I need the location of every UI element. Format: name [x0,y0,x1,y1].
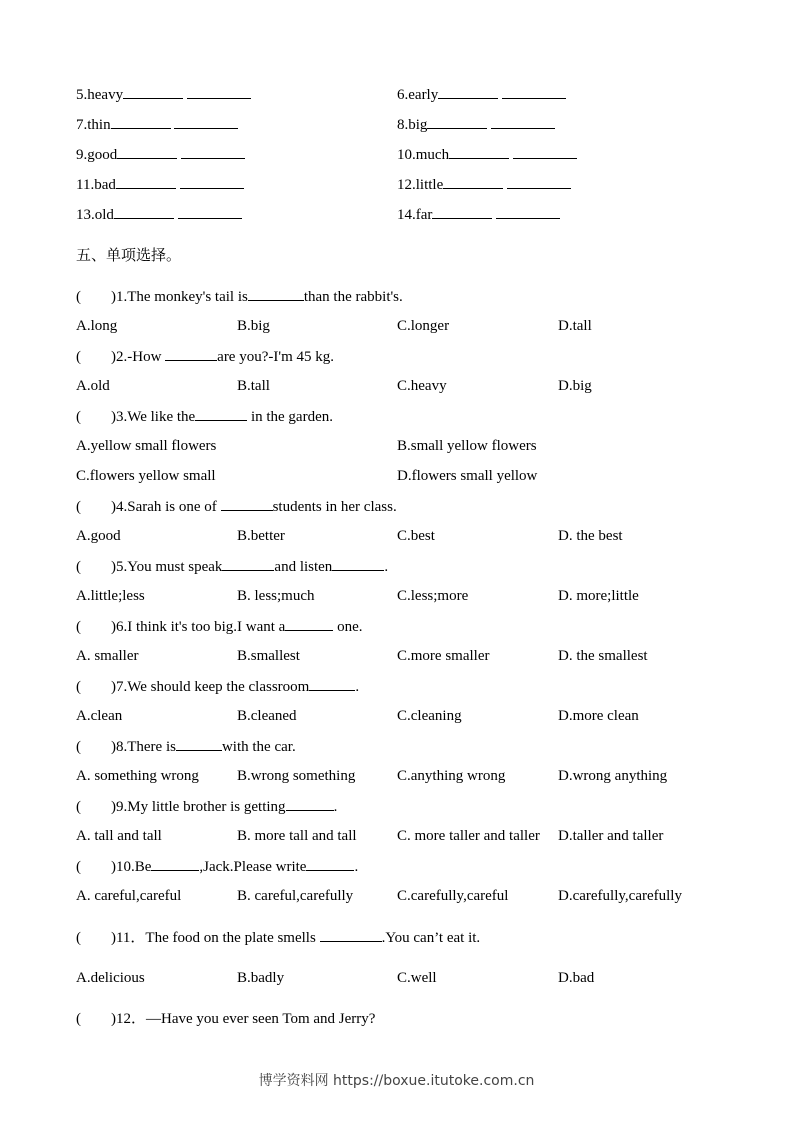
word-item: 10.much [397,147,450,163]
option-b[interactable]: B.better [237,528,285,544]
answer-blank[interactable] [111,114,171,129]
section-heading: 五、单项选择。 [76,246,182,264]
answer-blank[interactable] [248,286,304,301]
option-d[interactable]: D. more;little [558,588,639,604]
answer-blank[interactable] [491,114,555,129]
answer-blank[interactable] [151,856,199,871]
option-d[interactable]: D.flowers small yellow [397,468,538,484]
option-c[interactable]: C.well [397,970,437,986]
option-d[interactable]: D.big [558,378,592,394]
option-a[interactable]: A.little;less [76,588,145,604]
footer-watermark: 博学资料网 https://boxue.itutoke.com.cn [258,1073,535,1089]
option-d[interactable]: D.tall [558,318,592,334]
option-d[interactable]: D.more clean [558,708,639,724]
word-item: 14.far [397,207,433,223]
answer-blank[interactable] [187,84,251,99]
word-row [76,204,242,225]
option-a[interactable]: A.long [76,318,118,334]
word-row [397,84,566,105]
answer-blank[interactable] [114,204,174,219]
option-a[interactable]: A.delicious [76,970,145,986]
answer-blank[interactable] [117,144,177,159]
answer-blank[interactable] [285,616,333,631]
answer-blank[interactable] [306,856,354,871]
answer-blank[interactable] [320,927,382,942]
option-b[interactable]: B.cleaned [237,708,297,724]
answer-blank[interactable] [195,406,247,421]
question-stem: ( )5.You must speak and listen . [76,556,388,577]
option-b[interactable]: B.badly [237,970,285,986]
word-row [397,114,555,135]
option-d[interactable]: D.carefully,carefully [558,888,682,904]
option-c[interactable]: C.best [397,528,435,544]
option-c[interactable]: C.longer [397,318,450,334]
option-a[interactable]: A. smaller [76,648,139,664]
option-a[interactable]: A.good [76,528,121,544]
option-b[interactable]: B.wrong something [237,768,356,784]
answer-blank[interactable] [222,556,274,571]
word-item: 5.heavy [76,87,124,103]
word-item: 8.big [397,117,428,133]
option-a[interactable]: A.old [76,378,110,394]
question-stem: ( )8.There is with the car. [76,736,296,757]
answer-blank[interactable] [180,174,244,189]
answer-blank[interactable] [427,114,487,129]
question-stem: ( )12．—Have you ever seen Tom and Jerry? [76,1011,376,1027]
answer-blank[interactable] [443,174,503,189]
word-row [76,174,244,195]
question-stem: ( )2.-How are you?-I'm 45 kg. [76,346,334,367]
answer-blank[interactable] [178,204,242,219]
answer-blank[interactable] [309,676,355,691]
option-a[interactable]: A. something wrong [76,768,199,784]
answer-blank[interactable] [502,84,566,99]
option-b[interactable]: B.small yellow flowers [397,438,537,454]
option-a[interactable]: A. tall and tall [76,828,162,844]
option-c[interactable]: C.anything wrong [397,768,506,784]
question-stem: ( )6.I think it's too big.I want a one. [76,616,363,637]
answer-blank[interactable] [507,174,571,189]
option-b[interactable]: B. more tall and tall [237,828,357,844]
answer-blank[interactable] [449,144,509,159]
answer-blank[interactable] [496,204,560,219]
question-stem: ( )4.Sarah is one of students in her class. [76,496,397,517]
answer-blank[interactable] [116,174,176,189]
answer-blank[interactable] [176,736,222,751]
word-item: 7.thin [76,117,111,133]
option-d[interactable]: D. the smallest [558,648,648,664]
word-item: 9.good [76,147,118,163]
answer-blank[interactable] [438,84,498,99]
option-b[interactable]: B.tall [237,378,270,394]
option-d[interactable]: D.bad [558,970,595,986]
option-c[interactable]: C.cleaning [397,708,462,724]
option-b[interactable]: B. less;much [237,588,315,604]
option-a[interactable]: A. careful,careful [76,888,182,904]
option-b[interactable]: B.big [237,318,270,334]
option-c[interactable]: C.carefully,careful [397,888,509,904]
question-stem: ( )10.Be ,Jack.Please write . [76,856,358,877]
word-item: 6.early [397,87,439,103]
option-c[interactable]: C.less;more [397,588,469,604]
option-a[interactable]: A.yellow small flowers [76,438,217,454]
answer-blank[interactable] [432,204,492,219]
option-d[interactable]: D.wrong anything [558,768,668,784]
answer-blank[interactable] [181,144,245,159]
option-d[interactable]: D.taller and taller [558,828,664,844]
answer-blank[interactable] [123,84,183,99]
option-d[interactable]: D. the best [558,528,623,544]
word-row [76,84,251,105]
option-b[interactable]: B. careful,carefully [237,888,354,904]
option-a[interactable]: A.clean [76,708,123,724]
word-row [76,114,238,135]
option-c[interactable]: C. more taller and taller [397,828,540,844]
word-item: 11.bad [76,177,116,193]
answer-blank[interactable] [286,796,334,811]
option-c[interactable]: C.flowers yellow small [76,468,216,484]
word-row [76,144,245,165]
word-item: 13.old [76,207,114,223]
answer-blank[interactable] [513,144,577,159]
question-stem: ( )1.The monkey's tail is than the rabbit's. [76,286,403,307]
option-c[interactable]: C.more smaller [397,648,490,664]
question-stem: ( )7.We should keep the classroom . [76,676,359,697]
answer-blank[interactable] [332,556,384,571]
answer-blank[interactable] [165,346,217,361]
question-stem: ( )11．The food on the plate smells .You can’t eat it. [76,927,480,948]
word-item: 12.little [397,177,444,193]
option-c[interactable]: C.heavy [397,378,447,394]
word-row [397,144,577,165]
word-row [397,174,571,195]
answer-blank[interactable] [174,114,238,129]
answer-blank[interactable] [221,496,273,511]
option-b[interactable]: B.smallest [237,648,300,664]
word-row [397,204,560,225]
question-stem: ( )3.We like the in the garden. [76,406,333,427]
question-stem: ( )9.My little brother is getting . [76,796,337,817]
